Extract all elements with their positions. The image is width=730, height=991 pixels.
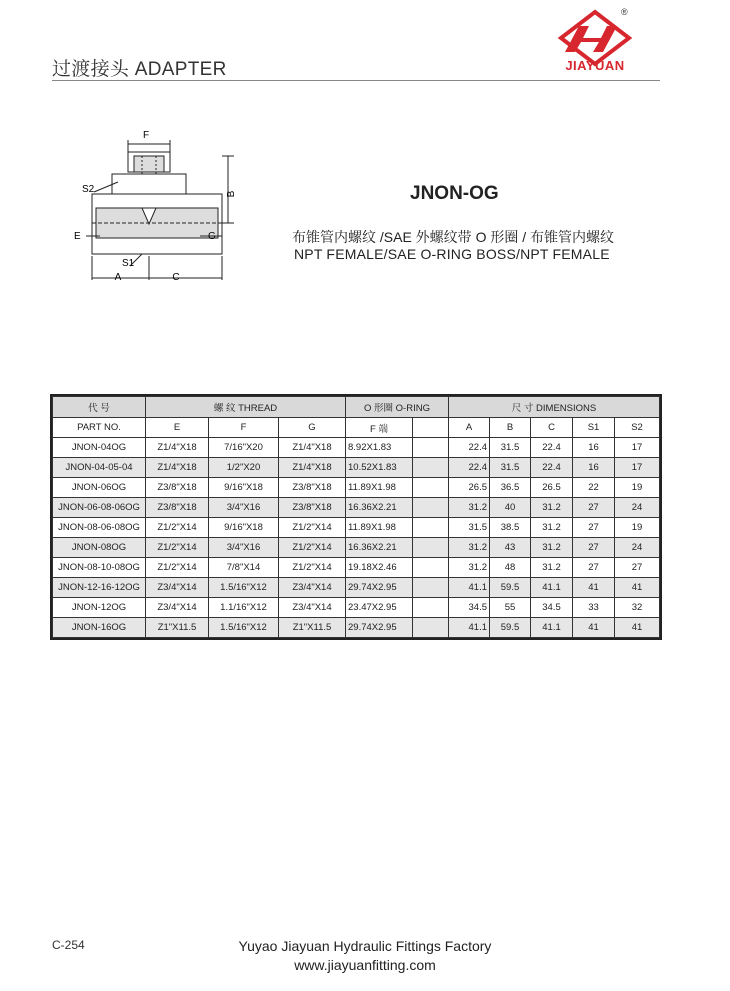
label-s2: S2 (82, 184, 95, 195)
cell-e: Z3/4"X14 (146, 578, 209, 598)
cell-a: 22.4 (449, 438, 490, 458)
cell-b: 59.5 (490, 618, 531, 638)
cell-g: Z1/2"X14 (279, 538, 346, 558)
cell-f: 1/2"X20 (209, 458, 279, 478)
cell-b: 48 (490, 558, 531, 578)
table-row (53, 478, 660, 498)
cell-blank (413, 438, 449, 458)
cell-part: JNON-12-16-12OG (53, 578, 146, 598)
cell-e: Z1/4"X18 (146, 458, 209, 478)
header-blank (413, 418, 449, 438)
header-f: F (209, 418, 279, 438)
label-s1: S1 (122, 258, 135, 269)
cell-c: 41.1 (531, 578, 573, 598)
cell-b: 36.5 (490, 478, 531, 498)
cell-a: 31.2 (449, 498, 490, 518)
cell-s2: 41 (615, 618, 660, 638)
cell-g: Z3/8"X18 (279, 498, 346, 518)
description-en: NPT FEMALE/SAE O-RING BOSS/NPT FEMALE (294, 246, 610, 262)
cell-e: Z1/4"X18 (146, 438, 209, 458)
cell-blank (413, 538, 449, 558)
cell-b: 40 (490, 498, 531, 518)
cell-s2: 24 (615, 538, 660, 558)
table-row (53, 538, 660, 558)
cell-s1: 16 (573, 458, 615, 478)
description-cn: 布锥管内螺纹 /SAE 外螺纹带 O 形圈 / 布锥管内螺纹 (292, 229, 615, 245)
label-c: C (172, 272, 180, 283)
label-f: F (142, 130, 150, 141)
cell-oring: 11.89X1.98 (346, 478, 413, 498)
cell-part: JNON-06-08-06OG (53, 498, 146, 518)
table-row (53, 438, 660, 458)
table-row (53, 458, 660, 478)
cell-s2: 17 (615, 458, 660, 478)
header-dimensions: 尺 寸 DIMENSIONS (449, 397, 660, 418)
cell-oring: 10.52X1.83 (346, 458, 413, 478)
cell-a: 22.4 (449, 458, 490, 478)
cell-b: 43 (490, 538, 531, 558)
cell-e: Z1/2"X14 (146, 538, 209, 558)
header-oring: O 形圈 O-RING (346, 397, 449, 418)
cell-oring: 29.74X2.95 (346, 578, 413, 598)
cell-part: JNON-04-05-04 (53, 458, 146, 478)
header-e: E (146, 418, 209, 438)
cell-b: 55 (490, 598, 531, 618)
header-oring-end: F 端 (346, 418, 413, 438)
cell-a: 26.5 (449, 478, 490, 498)
logo-text: JIAYUAN (565, 58, 625, 73)
page-title: 过渡接头 ADAPTER (52, 59, 227, 80)
cell-s2: 19 (615, 518, 660, 538)
registered-mark: ® (621, 7, 628, 17)
cell-e: Z3/8"X18 (146, 478, 209, 498)
cell-s2: 32 (615, 598, 660, 618)
cell-s1: 27 (573, 558, 615, 578)
cell-f: 1.5/16"X12 (209, 578, 279, 598)
product-code: JNON-OG (410, 183, 499, 204)
cell-blank (413, 578, 449, 598)
adapter-diagram (72, 128, 242, 288)
cell-f: 7/16"X20 (209, 438, 279, 458)
page-number: C-254 (52, 938, 85, 952)
cell-s2: 24 (615, 498, 660, 518)
header-s1: S1 (573, 418, 615, 438)
cell-c: 31.2 (531, 538, 573, 558)
table-row (53, 598, 660, 618)
cell-a: 31.2 (449, 558, 490, 578)
cell-e: Z1/2"X14 (146, 518, 209, 538)
table-row (53, 558, 660, 578)
cell-f: 3/4"X16 (209, 538, 279, 558)
label-a: A (114, 272, 122, 283)
header-thread: 螺 纹 THREAD (146, 397, 346, 418)
cell-c: 31.2 (531, 558, 573, 578)
cell-e: Z3/4"X14 (146, 598, 209, 618)
cell-blank (413, 618, 449, 638)
cell-g: Z3/4"X14 (279, 598, 346, 618)
cell-f: 9/16"X18 (209, 478, 279, 498)
cell-blank (413, 478, 449, 498)
cell-oring: 23.47X2.95 (346, 598, 413, 618)
cell-c: 31.2 (531, 518, 573, 538)
label-e: E (74, 231, 81, 242)
cell-b: 38.5 (490, 518, 531, 538)
header-part-no: PART NO. (53, 418, 146, 438)
header-s2: S2 (615, 418, 660, 438)
table-row (53, 578, 660, 598)
table-row (53, 518, 660, 538)
cell-g: Z3/4"X14 (279, 578, 346, 598)
cell-e: Z1/2"X14 (146, 558, 209, 578)
table-row (53, 498, 660, 518)
cell-g: Z1"X11.5 (279, 618, 346, 638)
cell-c: 22.4 (531, 438, 573, 458)
cell-c: 22.4 (531, 458, 573, 478)
cell-part: JNON-04OG (53, 438, 146, 458)
group-header-row (53, 397, 660, 418)
cell-blank (413, 458, 449, 478)
cell-s1: 16 (573, 438, 615, 458)
cell-blank (413, 498, 449, 518)
cell-part: JNON-12OG (53, 598, 146, 618)
cell-c: 31.2 (531, 498, 573, 518)
footer-company: Yuyao Jiayuan Hydraulic Fittings Factory (238, 938, 492, 954)
cell-a: 41.1 (449, 578, 490, 598)
cell-g: Z3/8"X18 (279, 478, 346, 498)
cell-s1: 22 (573, 478, 615, 498)
cell-s2: 19 (615, 478, 660, 498)
cell-part: JNON-08-10-08OG (53, 558, 146, 578)
cell-f: 3/4"X16 (209, 498, 279, 518)
cell-s2: 27 (615, 558, 660, 578)
cell-c: 41.1 (531, 618, 573, 638)
cell-part: JNON-08-06-08OG (53, 518, 146, 538)
header-part-cn: 代 号 (53, 397, 146, 418)
cell-oring: 16.36X2.21 (346, 538, 413, 558)
header-b: B (490, 418, 531, 438)
cell-s1: 27 (573, 498, 615, 518)
cell-s1: 33 (573, 598, 615, 618)
cell-oring: 19.18X2.46 (346, 558, 413, 578)
header-g: G (279, 418, 346, 438)
cell-s1: 41 (573, 578, 615, 598)
footer-url: www.jiayuanfitting.com (294, 957, 436, 973)
cell-blank (413, 518, 449, 538)
label-b: B (226, 190, 237, 198)
cell-s2: 17 (615, 438, 660, 458)
spec-table (52, 396, 660, 638)
cell-g: Z1/4"X18 (279, 458, 346, 478)
cell-s1: 27 (573, 518, 615, 538)
cell-s1: 27 (573, 538, 615, 558)
cell-part: JNON-06OG (53, 478, 146, 498)
cell-blank (413, 558, 449, 578)
cell-b: 59.5 (490, 578, 531, 598)
cell-c: 26.5 (531, 478, 573, 498)
cell-g: Z1/2"X14 (279, 518, 346, 538)
cell-g: Z1/4"X18 (279, 438, 346, 458)
cell-f: 1.1/16"X12 (209, 598, 279, 618)
cell-f: 7/8"X14 (209, 558, 279, 578)
sub-header-row (53, 418, 660, 438)
cell-blank (413, 598, 449, 618)
cell-a: 34.5 (449, 598, 490, 618)
cell-a: 41.1 (449, 618, 490, 638)
cell-s1: 41 (573, 618, 615, 638)
header-a: A (449, 418, 490, 438)
cell-oring: 29.74X2.95 (346, 618, 413, 638)
header-divider (52, 80, 660, 81)
label-g: G (208, 231, 216, 242)
cell-part: JNON-16OG (53, 618, 146, 638)
cell-g: Z1/2"X14 (279, 558, 346, 578)
cell-oring: 8.92X1.83 (346, 438, 413, 458)
cell-e: Z3/8"X18 (146, 498, 209, 518)
cell-b: 31.5 (490, 458, 531, 478)
cell-c: 34.5 (531, 598, 573, 618)
cell-part: JNON-08OG (53, 538, 146, 558)
cell-e: Z1"X11.5 (146, 618, 209, 638)
cell-f: 9/16"X18 (209, 518, 279, 538)
cell-f: 1.5/16"X12 (209, 618, 279, 638)
header-c: C (531, 418, 573, 438)
cell-a: 31.2 (449, 538, 490, 558)
cell-oring: 11.89X1.98 (346, 518, 413, 538)
cell-a: 31.5 (449, 518, 490, 538)
cell-oring: 16.36X2.21 (346, 498, 413, 518)
cell-s2: 41 (615, 578, 660, 598)
cell-b: 31.5 (490, 438, 531, 458)
table-row (53, 618, 660, 638)
